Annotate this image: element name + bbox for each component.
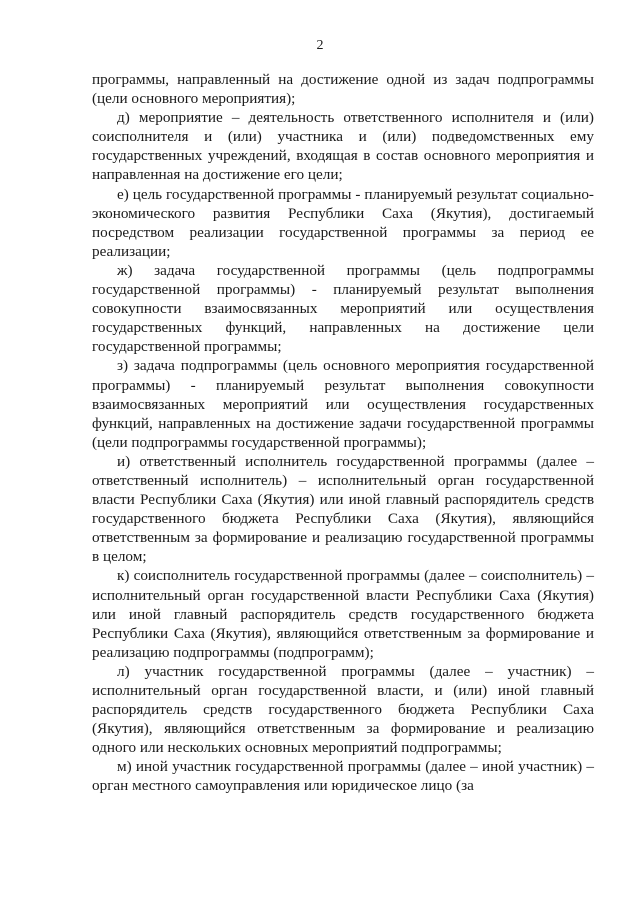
paragraph-item-e: е) цель государственной программы - планируемый результат социально-экономического развития Республики Саха (Якутия), достигаемый посредством реализации государственной программы за период ее реализации; — [92, 185, 594, 260]
paragraph-item-z: з) задача подпрограммы (цель основного мероприятия государственной программы) - планируемый результат выполнения совокупности взаимосвязанных мероприятий или осуществления государственных функций, направленных на достижение задачи государственной программы (цели подпрограммы государственной программы); — [92, 357, 594, 451]
paragraph-item-d: д) мероприятие – деятельность ответственного исполнителя и (или) соисполнителя и (или) участника и (или) подведомственных ему государственных учреждений, входящая в состав основного мероприятия и направленная на достижение его цели; — [92, 109, 594, 184]
paragraph-item-zh: ж) задача государственной программы (цель подпрограммы государственной программы) - планируемый результат выполнения совокупности взаимосвязанных мероприятий или осуществления государственных функций, направленных на достижение цели государственной программы; — [92, 261, 594, 356]
paragraph-item-k: к) соисполнитель государственной программы (далее – соисполнитель) – исполнительный орган государственной власти Республики Саха (Якутия) или иной главный распорядитель средств государственного бюджета Республики Саха (Якутия), являющийся ответственным за формирование и реализацию подпрограммы (подпрограмм); — [92, 567, 594, 661]
paragraph-item-m: м) иной участник государственной программы (далее – иной участник) – орган местного самоуправления или юридическое лицо (за — [92, 758, 594, 795]
paragraph-continuation: программы, направленный на достижение одной из задач подпрограммы (цели основного мероприятия); — [92, 71, 594, 108]
paragraph-item-l: л) участник государственной программы (далее – участник) – исполнительный орган государственной власти, и (или) иной главный распорядитель средств государственного бюджета Республики Саха (Якутия), являющийся ответственным за формирование и реализацию одного или нескольких основных мероприятий подпрограммы; — [92, 662, 594, 757]
paragraph-item-i: и) ответственный исполнитель государственной программы (далее – ответственный исполнитель) – исполнительный орган государственной власти Республики Саха (Якутия) или иной главный распорядитель средств государственного бюджета Республики Саха (Якутия), являющийся ответственным за формирование и реализацию государственной программы в целом; — [92, 452, 594, 566]
page-number: 2 — [316, 38, 324, 53]
document-body — [92, 70, 594, 796]
